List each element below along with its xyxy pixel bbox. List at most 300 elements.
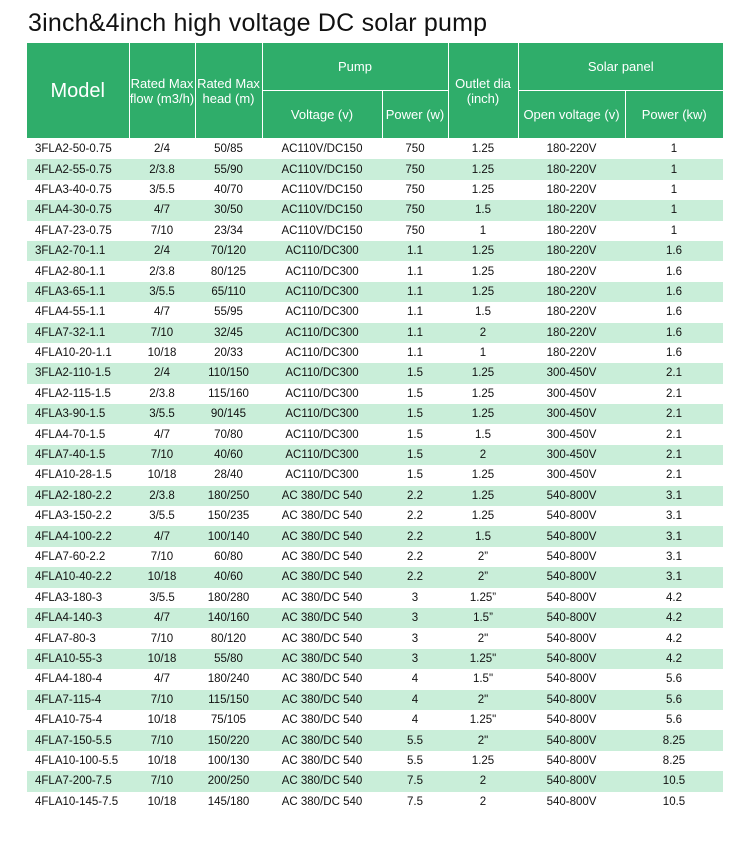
cell-panel-power: 1.6 (625, 261, 723, 281)
cell-pump-power: 750 (382, 200, 448, 220)
cell-rated-head: 115/160 (195, 384, 262, 404)
cell-pump-voltage: AC 380/DC 540 (262, 751, 382, 771)
cell-pump-voltage: AC 380/DC 540 (262, 669, 382, 689)
table-row (27, 159, 723, 179)
cell-panel-power: 5.6 (625, 710, 723, 730)
cell-pump-power: 4 (382, 669, 448, 689)
table-row (27, 710, 723, 730)
cell-open-voltage: 540-800V (518, 567, 625, 587)
cell-rated-flow: 2/4 (129, 139, 195, 160)
header-open-voltage: Open voltage (v) (518, 91, 625, 139)
cell-rated-head: 70/120 (195, 241, 262, 261)
pump-spec-table (27, 43, 723, 812)
cell-rated-flow: 4/7 (129, 526, 195, 546)
cell-outlet-dia: 1.5 (448, 526, 518, 546)
cell-rated-head: 140/160 (195, 608, 262, 628)
cell-outlet-dia: 1.25 (448, 282, 518, 302)
table-row (27, 180, 723, 200)
cell-outlet-dia: 1 (448, 343, 518, 363)
cell-model: 3FLA2-110-1.5 (27, 363, 129, 383)
cell-open-voltage: 180-220V (518, 159, 625, 179)
page-title: 3inch&4inch high voltage DC solar pump (28, 9, 488, 37)
cell-pump-power: 2.2 (382, 526, 448, 546)
table-row (27, 730, 723, 750)
cell-open-voltage: 540-800V (518, 690, 625, 710)
cell-panel-power: 1.6 (625, 323, 723, 343)
cell-pump-power: 750 (382, 221, 448, 241)
cell-pump-voltage: AC 380/DC 540 (262, 710, 382, 730)
table-row (27, 343, 723, 363)
cell-pump-power: 5.5 (382, 751, 448, 771)
cell-pump-power: 4 (382, 690, 448, 710)
cell-pump-power: 1.1 (382, 261, 448, 281)
cell-panel-power: 10.5 (625, 792, 723, 812)
cell-rated-flow: 7/10 (129, 771, 195, 791)
cell-pump-voltage: AC110/DC300 (262, 241, 382, 261)
cell-open-voltage: 540-800V (518, 792, 625, 812)
cell-rated-flow: 7/10 (129, 323, 195, 343)
cell-rated-flow: 7/10 (129, 547, 195, 567)
cell-panel-power: 5.6 (625, 690, 723, 710)
cell-rated-head: 23/34 (195, 221, 262, 241)
cell-panel-power: 2.1 (625, 424, 723, 444)
header-pump: Pump (262, 43, 448, 91)
cell-open-voltage: 540-800V (518, 730, 625, 750)
cell-panel-power: 1 (625, 221, 723, 241)
cell-outlet-dia: 2" (448, 690, 518, 710)
cell-open-voltage: 540-800V (518, 771, 625, 791)
cell-pump-power: 1.5 (382, 445, 448, 465)
cell-panel-power: 10.5 (625, 771, 723, 791)
cell-rated-head: 180/280 (195, 588, 262, 608)
cell-model: 4FLA2-55-0.75 (27, 159, 129, 179)
cell-pump-power: 1.1 (382, 302, 448, 322)
cell-open-voltage: 300-450V (518, 445, 625, 465)
cell-pump-voltage: AC110/DC300 (262, 465, 382, 485)
cell-open-voltage: 180-220V (518, 282, 625, 302)
cell-rated-head: 100/140 (195, 526, 262, 546)
cell-rated-flow: 10/18 (129, 343, 195, 363)
cell-panel-power: 8.25 (625, 730, 723, 750)
cell-panel-power: 2.1 (625, 363, 723, 383)
cell-rated-head: 55/95 (195, 302, 262, 322)
table-row (27, 669, 723, 689)
cell-outlet-dia: 2 (448, 771, 518, 791)
table-row (27, 567, 723, 587)
cell-rated-flow: 2/4 (129, 363, 195, 383)
cell-panel-power: 8.25 (625, 751, 723, 771)
cell-pump-voltage: AC110/DC300 (262, 445, 382, 465)
cell-rated-flow: 10/18 (129, 649, 195, 669)
cell-pump-voltage: AC110V/DC150 (262, 221, 382, 241)
cell-panel-power: 2.1 (625, 384, 723, 404)
cell-outlet-dia: 1.25 (448, 261, 518, 281)
cell-model: 4FLA10-75-4 (27, 710, 129, 730)
cell-pump-power: 2.2 (382, 567, 448, 587)
cell-pump-voltage: AC110/DC300 (262, 323, 382, 343)
table-row (27, 608, 723, 628)
cell-pump-voltage: AC110/DC300 (262, 384, 382, 404)
cell-pump-voltage: AC110V/DC150 (262, 200, 382, 220)
cell-rated-head: 40/60 (195, 567, 262, 587)
cell-open-voltage: 540-800V (518, 669, 625, 689)
cell-pump-voltage: AC 380/DC 540 (262, 649, 382, 669)
cell-panel-power: 2.1 (625, 445, 723, 465)
cell-model: 4FLA10-28-1.5 (27, 465, 129, 485)
cell-panel-power: 2.1 (625, 404, 723, 424)
cell-pump-power: 750 (382, 159, 448, 179)
cell-pump-voltage: AC 380/DC 540 (262, 690, 382, 710)
cell-rated-flow: 4/7 (129, 200, 195, 220)
cell-outlet-dia: 1.25 (448, 751, 518, 771)
cell-rated-flow: 4/7 (129, 302, 195, 322)
cell-rated-flow: 3/5.5 (129, 506, 195, 526)
cell-open-voltage: 540-800V (518, 628, 625, 648)
cell-pump-power: 7.5 (382, 792, 448, 812)
cell-pump-voltage: AC110V/DC150 (262, 180, 382, 200)
cell-rated-head: 30/50 (195, 200, 262, 220)
table-row (27, 465, 723, 485)
cell-rated-flow: 10/18 (129, 751, 195, 771)
header-row-top (27, 43, 723, 91)
cell-pump-power: 2.2 (382, 486, 448, 506)
cell-open-voltage: 300-450V (518, 465, 625, 485)
cell-pump-power: 7.5 (382, 771, 448, 791)
cell-open-voltage: 300-450V (518, 404, 625, 424)
cell-open-voltage: 180-220V (518, 323, 625, 343)
cell-model: 4FLA4-30-0.75 (27, 200, 129, 220)
cell-model: 4FLA10-20-1.1 (27, 343, 129, 363)
cell-model: 4FLA4-180-4 (27, 669, 129, 689)
cell-model: 4FLA7-40-1.5 (27, 445, 129, 465)
cell-rated-flow: 10/18 (129, 792, 195, 812)
cell-outlet-dia: 1 (448, 221, 518, 241)
table-row (27, 588, 723, 608)
cell-panel-power: 4.2 (625, 649, 723, 669)
table-row (27, 547, 723, 567)
cell-panel-power: 3.1 (625, 567, 723, 587)
cell-panel-power: 1.6 (625, 282, 723, 302)
header-solar-panel: Solar panel (518, 43, 723, 91)
cell-model: 4FLA7-80-3 (27, 628, 129, 648)
cell-outlet-dia: 2" (448, 628, 518, 648)
cell-panel-power: 5.6 (625, 669, 723, 689)
cell-model: 4FLA3-150-2.2 (27, 506, 129, 526)
cell-rated-head: 40/70 (195, 180, 262, 200)
cell-rated-flow: 7/10 (129, 445, 195, 465)
cell-open-voltage: 540-800V (518, 608, 625, 628)
table-row (27, 323, 723, 343)
cell-rated-head: 55/90 (195, 159, 262, 179)
cell-rated-head: 180/240 (195, 669, 262, 689)
cell-pump-voltage: AC 380/DC 540 (262, 771, 382, 791)
cell-outlet-dia: 2 (448, 323, 518, 343)
cell-open-voltage: 180-220V (518, 180, 625, 200)
cell-open-voltage: 300-450V (518, 424, 625, 444)
cell-rated-head: 20/33 (195, 343, 262, 363)
cell-rated-head: 80/125 (195, 261, 262, 281)
cell-panel-power: 1 (625, 139, 723, 160)
cell-rated-head: 90/145 (195, 404, 262, 424)
cell-rated-head: 150/220 (195, 730, 262, 750)
table-row (27, 506, 723, 526)
table-row (27, 261, 723, 281)
cell-pump-voltage: AC110/DC300 (262, 424, 382, 444)
cell-panel-power: 3.1 (625, 547, 723, 567)
cell-pump-power: 1.1 (382, 241, 448, 261)
cell-open-voltage: 180-220V (518, 139, 625, 160)
cell-model: 4FLA4-100-2.2 (27, 526, 129, 546)
cell-outlet-dia: 1.25 (448, 506, 518, 526)
cell-model: 4FLA10-40-2.2 (27, 567, 129, 587)
header-power: Power (w) (382, 91, 448, 139)
table-row (27, 690, 723, 710)
cell-model: 4FLA4-140-3 (27, 608, 129, 628)
cell-rated-flow: 3/5.5 (129, 404, 195, 424)
cell-model: 4FLA10-100-5.5 (27, 751, 129, 771)
cell-rated-flow: 2/3.8 (129, 261, 195, 281)
cell-pump-voltage: AC110V/DC150 (262, 139, 382, 160)
cell-open-voltage: 300-450V (518, 384, 625, 404)
cell-panel-power: 1.6 (625, 343, 723, 363)
cell-open-voltage: 540-800V (518, 547, 625, 567)
cell-model: 4FLA3-65-1.1 (27, 282, 129, 302)
cell-rated-flow: 7/10 (129, 628, 195, 648)
cell-pump-voltage: AC110/DC300 (262, 343, 382, 363)
cell-pump-voltage: AC 380/DC 540 (262, 588, 382, 608)
cell-rated-head: 50/85 (195, 139, 262, 160)
cell-panel-power: 3.1 (625, 526, 723, 546)
cell-pump-power: 3 (382, 588, 448, 608)
cell-rated-flow: 7/10 (129, 730, 195, 750)
cell-pump-power: 1.1 (382, 282, 448, 302)
cell-outlet-dia: 1.25 (448, 384, 518, 404)
cell-open-voltage: 540-800V (518, 649, 625, 669)
table-row (27, 771, 723, 791)
cell-pump-voltage: AC110/DC300 (262, 302, 382, 322)
cell-pump-power: 750 (382, 139, 448, 160)
cell-open-voltage: 180-220V (518, 302, 625, 322)
cell-open-voltage: 300-450V (518, 363, 625, 383)
cell-rated-flow: 7/10 (129, 221, 195, 241)
cell-outlet-dia: 1.25 (448, 241, 518, 261)
cell-pump-voltage: AC110/DC300 (262, 363, 382, 383)
cell-open-voltage: 540-800V (518, 506, 625, 526)
cell-outlet-dia: 1.5" (448, 669, 518, 689)
cell-outlet-dia: 1.5 (448, 424, 518, 444)
cell-model: 4FLA3-40-0.75 (27, 180, 129, 200)
cell-open-voltage: 180-220V (518, 241, 625, 261)
table-row (27, 628, 723, 648)
cell-rated-flow: 7/10 (129, 690, 195, 710)
header-panel-power: Power (kw) (625, 91, 723, 139)
cell-pump-voltage: AC110V/DC150 (262, 159, 382, 179)
cell-outlet-dia: 1.25 (448, 363, 518, 383)
cell-pump-power: 5.5 (382, 730, 448, 750)
cell-model: 4FLA2-180-2.2 (27, 486, 129, 506)
cell-open-voltage: 540-800V (518, 526, 625, 546)
cell-model: 4FLA2-115-1.5 (27, 384, 129, 404)
cell-rated-head: 180/250 (195, 486, 262, 506)
cell-pump-voltage: AC 380/DC 540 (262, 486, 382, 506)
cell-rated-head: 145/180 (195, 792, 262, 812)
cell-model: 4FLA4-55-1.1 (27, 302, 129, 322)
cell-outlet-dia: 2" (448, 730, 518, 750)
cell-pump-voltage: AC 380/DC 540 (262, 547, 382, 567)
cell-pump-voltage: AC 380/DC 540 (262, 792, 382, 812)
header-rated-head: Rated Max head (m) (195, 43, 262, 139)
cell-pump-power: 1.5 (382, 465, 448, 485)
cell-pump-power: 3 (382, 608, 448, 628)
cell-outlet-dia: 1.25 (448, 139, 518, 160)
cell-rated-head: 75/105 (195, 710, 262, 730)
cell-model: 4FLA7-32-1.1 (27, 323, 129, 343)
cell-pump-power: 2.2 (382, 506, 448, 526)
cell-pump-voltage: AC 380/DC 540 (262, 730, 382, 750)
cell-open-voltage: 540-800V (518, 486, 625, 506)
cell-panel-power: 4.2 (625, 628, 723, 648)
cell-pump-power: 2.2 (382, 547, 448, 567)
cell-pump-voltage: AC 380/DC 540 (262, 526, 382, 546)
cell-rated-flow: 2/3.8 (129, 159, 195, 179)
table-row (27, 139, 723, 160)
table-row (27, 363, 723, 383)
cell-rated-head: 40/60 (195, 445, 262, 465)
table-row (27, 302, 723, 322)
cell-rated-head: 110/150 (195, 363, 262, 383)
cell-pump-power: 1.1 (382, 323, 448, 343)
cell-outlet-dia: 2 (448, 445, 518, 465)
cell-panel-power: 1 (625, 159, 723, 179)
cell-pump-power: 750 (382, 180, 448, 200)
cell-rated-flow: 4/7 (129, 608, 195, 628)
cell-rated-flow: 2/3.8 (129, 486, 195, 506)
cell-pump-power: 3 (382, 649, 448, 669)
cell-model: 4FLA3-180-3 (27, 588, 129, 608)
cell-rated-flow: 2/3.8 (129, 384, 195, 404)
table-row (27, 241, 723, 261)
cell-open-voltage: 540-800V (518, 751, 625, 771)
cell-panel-power: 3.1 (625, 506, 723, 526)
cell-pump-power: 4 (382, 710, 448, 730)
table-row (27, 792, 723, 812)
cell-panel-power: 1.6 (625, 241, 723, 261)
cell-outlet-dia: 2 (448, 792, 518, 812)
cell-model: 3FLA2-50-0.75 (27, 139, 129, 160)
cell-pump-power: 1.5 (382, 384, 448, 404)
cell-model: 4FLA7-60-2.2 (27, 547, 129, 567)
cell-pump-power: 1.5 (382, 424, 448, 444)
cell-model: 3FLA2-70-1.1 (27, 241, 129, 261)
cell-rated-head: 115/150 (195, 690, 262, 710)
cell-rated-flow: 10/18 (129, 567, 195, 587)
cell-rated-head: 55/80 (195, 649, 262, 669)
cell-rated-flow: 3/5.5 (129, 282, 195, 302)
cell-rated-head: 28/40 (195, 465, 262, 485)
cell-rated-head: 200/250 (195, 771, 262, 791)
table-row (27, 445, 723, 465)
cell-pump-voltage: AC 380/DC 540 (262, 608, 382, 628)
table-body (27, 139, 723, 812)
cell-panel-power: 1.6 (625, 302, 723, 322)
cell-pump-power: 1.5 (382, 363, 448, 383)
cell-rated-flow: 3/5.5 (129, 180, 195, 200)
table-row (27, 751, 723, 771)
header-voltage: Voltage (v) (262, 91, 382, 139)
cell-pump-voltage: AC 380/DC 540 (262, 628, 382, 648)
cell-open-voltage: 180-220V (518, 221, 625, 241)
cell-outlet-dia: 1.5 (448, 302, 518, 322)
cell-model: 4FLA7-115-4 (27, 690, 129, 710)
cell-rated-flow: 10/18 (129, 465, 195, 485)
cell-rated-head: 80/120 (195, 628, 262, 648)
table-row (27, 384, 723, 404)
cell-pump-voltage: AC 380/DC 540 (262, 567, 382, 587)
cell-outlet-dia: 1.25 (448, 180, 518, 200)
cell-pump-power: 1.1 (382, 343, 448, 363)
cell-panel-power: 1 (625, 200, 723, 220)
cell-model: 4FLA10-55-3 (27, 649, 129, 669)
cell-outlet-dia: 1.25 (448, 159, 518, 179)
cell-rated-head: 70/80 (195, 424, 262, 444)
cell-rated-flow: 10/18 (129, 710, 195, 730)
cell-outlet-dia: 1.25 (448, 404, 518, 424)
cell-open-voltage: 180-220V (518, 200, 625, 220)
cell-outlet-dia: 1.25” (448, 588, 518, 608)
cell-open-voltage: 540-800V (518, 588, 625, 608)
cell-outlet-dia: 1.25 (448, 486, 518, 506)
cell-pump-power: 1.5 (382, 404, 448, 424)
cell-open-voltage: 180-220V (518, 343, 625, 363)
cell-model: 4FLA4-70-1.5 (27, 424, 129, 444)
table-row (27, 486, 723, 506)
cell-outlet-dia: 2” (448, 567, 518, 587)
cell-panel-power: 3.1 (625, 486, 723, 506)
cell-pump-voltage: AC110/DC300 (262, 261, 382, 281)
cell-panel-power: 2.1 (625, 465, 723, 485)
table-row (27, 404, 723, 424)
cell-outlet-dia: 1.25 (448, 465, 518, 485)
cell-outlet-dia: 1.5 (448, 200, 518, 220)
cell-panel-power: 1 (625, 180, 723, 200)
header-model: Model (27, 43, 129, 139)
cell-pump-power: 3 (382, 628, 448, 648)
table-row (27, 526, 723, 546)
table-row (27, 221, 723, 241)
cell-open-voltage: 180-220V (518, 261, 625, 281)
cell-rated-head: 32/45 (195, 323, 262, 343)
cell-model: 4FLA10-145-7.5 (27, 792, 129, 812)
cell-panel-power: 4.2 (625, 588, 723, 608)
table-row (27, 649, 723, 669)
cell-open-voltage: 540-800V (518, 710, 625, 730)
cell-rated-flow: 3/5.5 (129, 588, 195, 608)
table-row (27, 200, 723, 220)
cell-outlet-dia: 1.25" (448, 649, 518, 669)
cell-model: 4FLA7-200-7.5 (27, 771, 129, 791)
cell-rated-flow: 2/4 (129, 241, 195, 261)
cell-pump-voltage: AC 380/DC 540 (262, 506, 382, 526)
cell-rated-head: 150/235 (195, 506, 262, 526)
cell-pump-voltage: AC110/DC300 (262, 282, 382, 302)
header-rated-flow: Rated Max flow (m3/h) (129, 43, 195, 139)
cell-rated-flow: 4/7 (129, 669, 195, 689)
header-outlet-dia: Outlet dia (inch) (448, 43, 518, 139)
cell-outlet-dia: 1.25" (448, 710, 518, 730)
table-row (27, 424, 723, 444)
cell-model: 4FLA3-90-1.5 (27, 404, 129, 424)
cell-panel-power: 4.2 (625, 608, 723, 628)
